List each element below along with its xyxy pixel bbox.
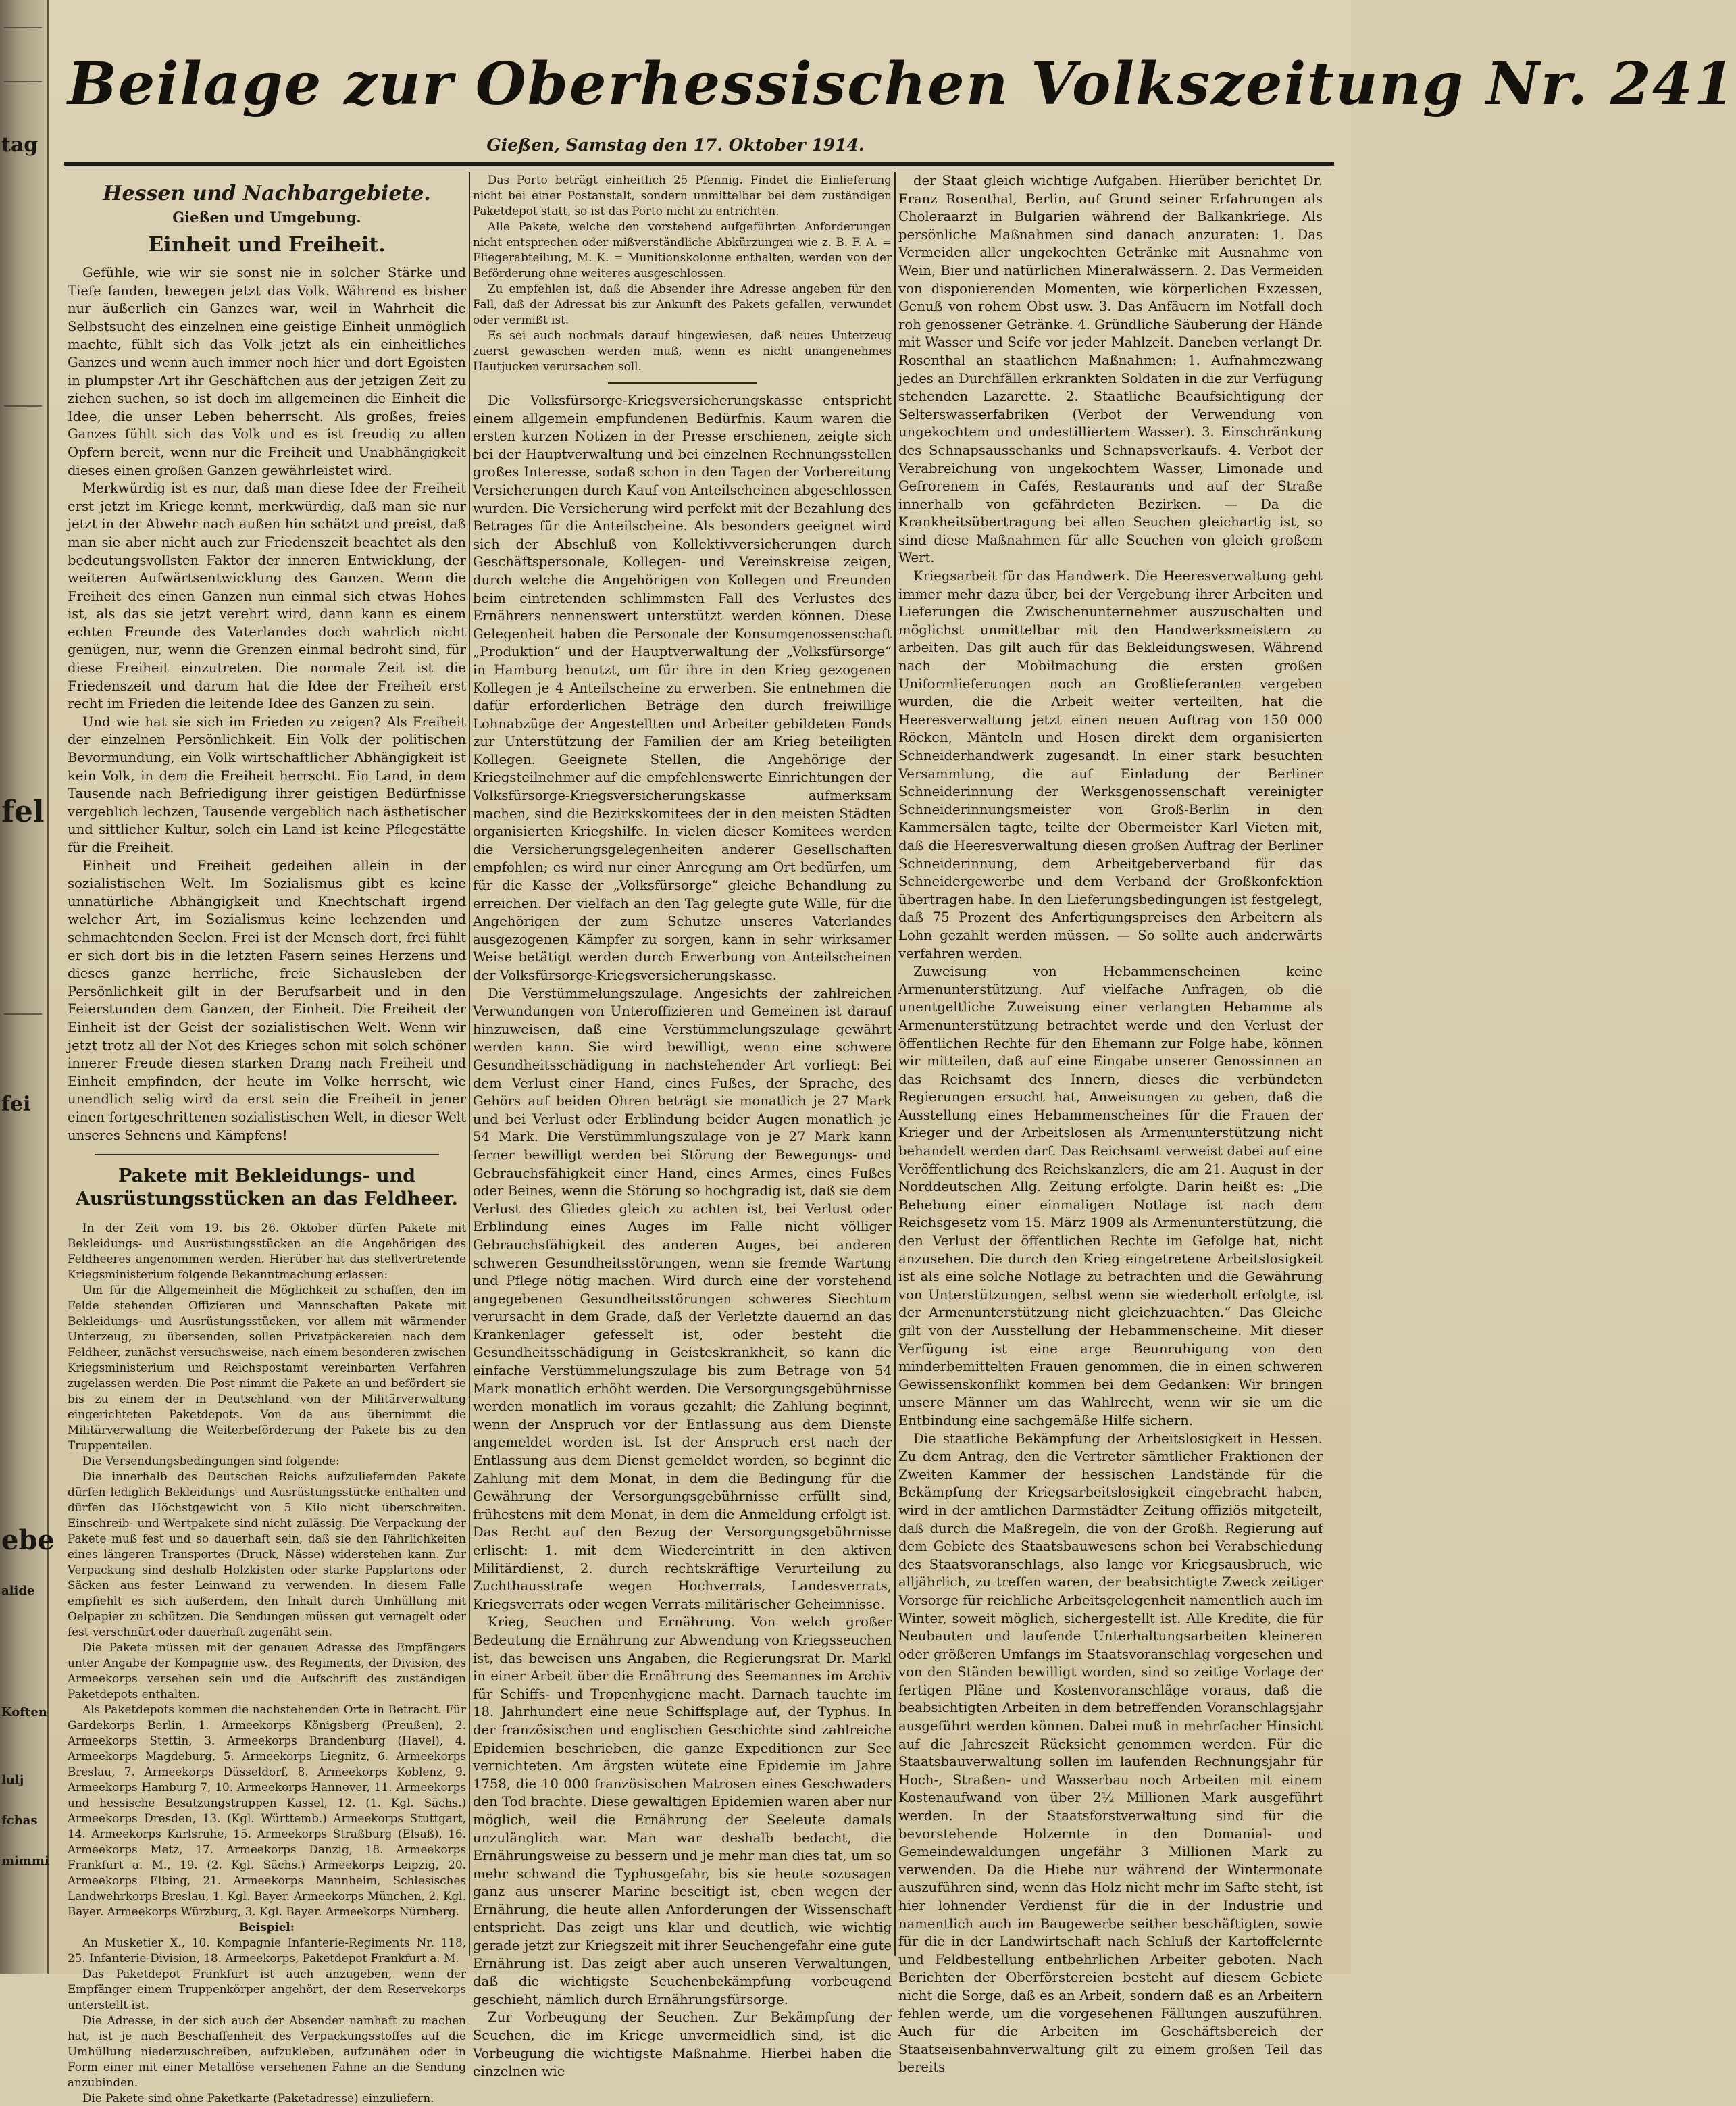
article-paragraph: Die innerhalb des Deutschen Reichs aufzuliefernden Pakete dürfen lediglich Bekleidungs- und Ausrüstungsstücke enthalten und dürfen das Höchstgewicht von 5 Kilo nicht überschreiten. Einschreib- und Wertpakete sind nicht zulässig. Die Verpackung der Pakete muß fest und so dauerhaft sein, daß sie den Fährlichkeiten eines längeren Transportes (Druck, Nässe) widerstehen kann. Zur Verpackung sind deshalb Holzkisten oder starke Papplartons oder Säcken aus fester Leinwand zu verwenden. In diesem Falle empfiehlt es sich außerdem, den Inhalt durch Umhüllung mit Oelpapier zu schützen. Die Sendungen müssen gut vernagelt oder fest verschnürt oder dauerhaft zugenäht sein.	[68, 1470, 466, 1639]
column-3	[898, 172, 1323, 2076]
article-paragraph: Kriegsarbeit für das Handwerk. Die Heeresverwaltung geht immer mehr dazu über, bei der Vergebung ihrer Arbeiten und Lieferungen die Zwischenunternehmer auszuschalten und möglichst unmittelbar mit den Handwerksmeistern zu arbeiten. Das gilt auch für das Bekleidungswesen. Während nach der Mobilmachung die ersten großen Uniformlieferungen noch an Großlieferanten vergeben wurden, die die Arbeit weiter verteilten, hat die Heeresverwaltung jetzt einen neuen Auftrag von 150 000 Röcken, Mänteln und Hosen direkt dem organisierten Schneiderhandwerk zugesandt. In einer stark besuchten Versammlung, die auf Einladung der Berliner Schneiderinnung der Werksgenossenschaft vereinigter Schneiderinnungsmeister von Groß-Berlin in den Kammersälen tagte, teilte der Obermeister Karl Vieten mit, daß die Heeresverwaltung diesen großen Auftrag der Berliner Schneiderinnung, dem Arbeitgeberverband für das Schneidergewerbe und dem Verband der Großkonfektion übertragen habe. In den Lieferungsbedingungen ist festgelegt, daß 75 Prozent des Anfertigungspreises den Arbeitern als Lohn gezahlt werden müssen. — So sollte auch anderwärts verfahren werden.	[898, 568, 1323, 961]
section-heading: Hessen und Nachbargebiete.	[103, 182, 431, 205]
dateline: Gießen, Samstag den 17. Oktober 1914.	[486, 135, 865, 155]
article-paragraph: Alle Pakete, welche den vorstehend aufgeführten Anforderungen nicht entsprechen oder mißverständliche Abkürzungen wie z. B. F. A. = Fliegerabteilung, M. K. = Munitionskolonne enthalten, werden von der Beförderung ohne weiteres ausgeschlossen.	[473, 220, 892, 280]
strip-rule	[4, 81, 42, 82]
strip-rule	[4, 1013, 42, 1015]
article-divider	[95, 1154, 439, 1155]
strip-rule	[4, 27, 42, 28]
article-paragraph: An Musketier X., 10. Kompagnie Infanterie-Regiments Nr. 118, 25. Infanterie-Division, 18. Armeekorps, Paketdepot Frankfurt a. M.	[68, 1936, 466, 1965]
article-paragraph: Das Porto beträgt einheitlich 25 Pfennig. Findet die Einlieferung nicht bei einer Postanstalt, sondern unmittelbar bei dem zuständigen Paketdepot statt, so ist das Porto nicht zu entrichten.	[473, 173, 892, 218]
article-paragraph: Als Paketdepots kommen die nachstehenden Orte in Betracht. Für Gardekorps Berlin, 1. Armeekorps Königsberg (Preußen), 2. Armeekorps Stettin, 3. Armeekorps Brandenburg (Havel), 4. Armeekorps Magdeburg, 5. Armeekorps Liegnitz, 6. Armeekorps Breslau, 7. Armeekorps Düsseldorf, 8. Armeekorps Koblenz, 9. Armeekorps Hamburg 7, 10. Armeekorps Hannover, 11. Armeekorps und hessische Besatzungstruppen Kassel, 12. (1. Kgl. Sächs.) Armeekorps Dresden, 13. (Kgl. Württemb.) Armeekorps Stuttgart, 14. Armeekorps Karlsruhe, 15. Armeekorps Straßburg (Elsaß), 16. Armeekorps Metz, 17. Armeekorps Danzig, 18. Armeekorps Frankfurt a. M., 19. (2. Kgl. Sächs.) Armeekorps Leipzig, 20. Armeekorps Elbing, 21. Armeekorps Mannheim, Schlesisches Landwehrkorps Breslau, 1. Kgl. Bayer. Armeekorps München, 2. Kgl. Bayer. Armeekorps Würzburg, 3. Kgl. Bayer. Armeekorps Nürnberg.	[68, 1703, 466, 1919]
column-rule	[469, 172, 470, 1956]
article-paragraph: Die Verstümmelungszulage. Angesichts der zahlreichen Verwundungen von Unteroffizieren und Gemeinen ist darauf hinzuweisen, daß eine Verstümmelungszulage gewährt werden kann. Sie wird bewilligt, wenn eine schwere Gesundheitsschädigung in nachstehender Art vorliegt: Bei dem Verlust einer Hand, eines Fußes, der Sprache, des Gehörs auf beiden Ohren beträgt sie monatlich je 27 Mark und bei Verlust oder Erblindung beider Augen monatlich je 54 Mark. Die Verstümmlungszulage von je 27 Mark kann ferner bewilligt werden bei Störung der Bewegungs- und Gebrauchsfähigkeit einer Hand, eines Armes, eines Fußes oder Beines, wenn die Störung so hochgradig ist, daß sie dem Verlust des Gliedes gleich zu achten ist, bei Verlust oder Erblindung eines Auges im Falle nicht völliger Gebrauchsfähigkeit des anderen Auges, bei anderen schweren Gesundheitsstörungen, wenn sie fremde Wartung und Pflege nötig machen. Wird durch eine der vorstehend angegebenen Gesundheitsstörungen schweres Siechtum verursacht in dem Grade, daß der Verletzte dauernd an das Krankenlager gefesselt ist, oder besteht die Gesundheitsschädigung in Geisteskrankheit, so kann die einfache Verstümmelungszulage bis zum Betrage von 54 Mark monatlich erhöht werden. Die Versorgungsgebührnisse werden monatlich im voraus gezahlt; die Zahlung beginnt, wenn der Anspruch vor der Entlassung aus dem Dienste angemeldet worden ist. Ist der Anspruch erst nach der Entlassung aus dem Dienst gemeldet worden, so beginnt die Zahlung mit dem Monat, in dem die Bedingung für die Gewährung der Versorgungsgebührnisse erfüllt sind, frühestens mit dem Monat, in dem die Anmeldung erfolgt ist. Das Recht auf den Bezug der Versorgungsgebührnisse erlischt: 1. mit dem Wiedereintritt in den aktiven Militärdienst, 2. durch rechtskräftige Verurteilung zu Zuchthausstrafe wegen Hochverrats, Landesverrats, Kriegsverrats oder wegen Verrats militärischer Geheimnisse.	[473, 985, 892, 1612]
article-paragraph: Die Pakete sind ohne Paketkarte (Paketadresse) einzuliefern.	[82, 2091, 434, 2105]
article-paragraph: Die Versendungsbedingungen sind folgende:	[82, 1454, 340, 1468]
column-2	[473, 172, 892, 2080]
article-paragraph: Zuweisung von Hebammenscheinen keine Armenunterstützung. Auf vielfache Anfragen, ob die unentgeltliche Zuweisung einer verlangten Hebamme als Armenunterstützung betrachtet werde und den Verlust der öffentlichen Rechte für den Ehemann zur Folge habe, können wir mitteilen, daß auf eine Eingabe unserer Genossinnen an das Reichsamt des Innern, dieses die verbündeten Regierungen ersucht hat, Anweisungen zu geben, daß die Ausstellung eines Hebammenscheines für die Frauen der Krieger und der Arbeitslosen als Armenunterstützung nicht behandelt werden darf. Das Reichsamt verweist dabei auf eine Veröffentlichung des Reichskanzlers, die am 21. August in der Norddeutschen Allg. Zeitung erfolgte. Darin heißt es: „Die Behebung einer einmaligen Notlage ist nach dem Reichsgesetz vom 15. März 1909 als Armenunterstützung, die den Verlust der öffentlichen Rechte im Gefolge hat, nicht anzusehen. Die durch den Krieg eingetretene Arbeitslosigkeit ist als eine solche Notlage zu betrachten und die Gewährung von Unterstützungen, selbst wenn sie wiederholt erfolgte, ist der Armenunterstützung nicht gleichzuachten.“ Das Gleiche gilt von der Ausstellung der Hebammenscheine. Mit dieser Verfügung ist eine arge Beunruhigung von den minderbemittelten Frauen genommen, die in einen schweren Gewissenskonflikt kommen bei dem Gedanken: Wir bringen unsere Männer um das Wahlrecht, wenn wir sie um die Entbindung eine sachgemäße Hilfe sichern.	[898, 963, 1323, 1428]
strip-fragment: ebe	[1, 1524, 55, 1556]
article-heading: Einheit und Freiheit.	[148, 233, 386, 257]
strip-fragment: tag	[1, 133, 39, 157]
article-paragraph: Das Paketdepot Frankfurt ist auch anzugeben, wenn der Empfänger einem Truppenkörper angehört, der dem Reservekorps unterstellt ist.	[68, 1967, 466, 2012]
article-paragraph: Merkwürdig ist es nur, daß man diese Idee der Freiheit erst jetzt im Kriege kennt, merkwürdig, daß man sie nur jetzt in der Abwehr nach außen hin schätzt und preist, daß man sie aber nicht auch zur Friedenszeit beachtet als den bedeutungsvollsten Faktor der inneren Entwicklung, der weiteren Aufwärtsentwicklung des Ganzen. Wenn die Freiheit des einen Ganzen nun einmal sich etwas Hohes ist, als das sie jetzt verehrt wird, dann kann es einem echten Freunde des Vaterlandes doch wahrlich nicht genügen, nur, wenn die Grenzen einmal bedroht sind, für diese Freiheit einzutreten. Die normale Zeit ist die Friedenszeit und darum hat die Idee der Freiheit erst recht im Frieden die leitende Idee des Ganzen zu sein.	[68, 480, 466, 712]
article-paragraph: Um für die Allgemeinheit die Möglichkeit zu schaffen, den im Felde stehenden Offizieren und Mannschaften Pakete mit Bekleidungs- und Ausrüstungsstücken, vor allem mit wärmender Unterzeug, zu übersenden, sollen Privatpäckereien nach dem Feldheer, zunächst versuchsweise, nach einem besonderen zwischen Kriegsministerium und Reichspostamt vereinbarten Verfahren zugelassen werden. Die Post nimmt die Pakete an und befördert sie bis zu einem der in Deutschland von der Militärverwaltung eingerichteten Paketdepots. Von da aus übernimmt die Militärverwaltung die Weiterbeförderung der Pakete bis zu den Truppenteilen.	[68, 1283, 466, 1453]
strip-fragment: alide	[1, 1584, 35, 1598]
article-paragraph: der Staat gleich wichtige Aufgaben. Hierüber berichtet Dr. Franz Rosenthal, Berlin, auf Grund seiner Erfahrungen als Choleraarzt in Bulgarien während der Balkankriege. Als persönliche Maßnahmen sind danach anzuraten: 1. Das Vermeiden aller ungekochten Getränke mit Ausnahme von Wein, Bier und natürlichen Mineralwässern. 2. Das Vermeiden von disponierenden Momenten, wie körperlichen Exzessen, Genuß von rohem Obst usw. 3. Das Anfäuern im Notfall doch roh genossener Getränke. 4. Gründliche Säuberung der Hände mit Wasser und Seife vor jeder Mahlzeit. Daneben verlangt Dr. Rosenthal an staatlichen Maßnahmen: 1. Aufnahmezwang jedes an Durchfällen erkrankten Soldaten in die zur Verfügung stehenden Lazarette. 2. Staatliche Beaufsichtigung der Selterswasserfabriken (Verbot der Verwendung von ungekochtem und undestilliertem Wasser). 3. Einschränkung des Schnapsausschanks und Schnapsverkaufs. 4. Verbot der Verabreichung von ungekochtem Wasser, Limonade und Gefrorenem in Cafés, Restaurants und auf der Straße innerhalb von gefährdeten Bezirken. — Da die Krankheitsübertragung bei allen Seuchen gleichartig ist, so sind diese Maßnahmen für alle Seuchen von gleich großem Wert.	[898, 173, 1323, 566]
article-paragraph: Krieg, Seuchen und Ernährung. Von welch großer Bedeutung die Ernährung zur Abwendung von Kriegsseuchen ist, das beweisen uns Angaben, die Regierungsrat Dr. Markl in einer Arbeit über die Ernährung des Seemannes im Archiv für Schiffs- und Tropenhygiene macht. Darnach tauchte im 18. Jahrhundert eine neue Schiffsplage auf, der Typhus. In der französischen und englischen Geschichte sind zahlreiche Epidemien beschrieben, die ganze Expeditionen zur See vernichteten. Am ärgsten wütete eine Epidemie im Jahre 1758, die 10 000 französischen Matrosen eines Geschwaders den Tod brachte. Diese gewaltigen Epidemien waren aber nur möglich, weil die Ernährung der Seeleute damals unzulänglich war. Man war deshalb bedacht, die Ernährungsweise zu bessern und je mehr man dies tat, um so mehr schwand die Typhusgefahr, bis sie heute sozusagen ganz aus unserer Marine beseitigt ist, eben wegen der Ernährung, die heute allen Anforderungen der Wissenschaft entspricht. Das zeigt uns klar und deutlich, wie wichtig gerade jetzt zur Kriegszeit mit ihrer Seuchengefahr eine gute Ernährung ist. Das zeigt aber auch unseren Verwaltungen, daß die wichtigste Seuchenbekämpfung vorbeugend geschieht, nämlich durch Ernährungsfürsorge.	[473, 1614, 892, 2007]
newspaper-title: Beilage zur Oberhessischen Volkszeitung Nr. 241	[68, 50, 1736, 118]
article-paragraph: Die Volksfürsorge-Kriegsversicherungskasse entspricht einem allgemein empfundenen Bedürfnis. Kaum waren die ersten kurzen Notizen in der Presse erschienen, zeigte sich bei der Hauptverwaltung und bei einzelnen Rechnungsstellen großes Interesse, sodaß schon in den Tagen der Vorbereitung Versicherungen durch Kauf von Anteilscheinen abgeschlossen wurden. Die Versicherung wird perfekt mit der Bezahlung des Betrages für die Anteilscheine. Als besonders geeignet wird sich der Abschluß von Kollektivversicherungen durch Geschäftspersonale, Kollegen- und Vereinskreise zeigen, durch welche die Angehörigen von Kollegen und Freunden beim eintretenden schlimmsten Fall des Verlustes des Ernährers nennenswert unterstützt werden können. Diese Gelegenheit haben die Personale der Konsumgenossenschaft „Produktion“ und der Hauptverwaltung der „Volksfürsorge“ in Hamburg benutzt, um für ihre in den Krieg gezogenen Kollegen je 4 Anteilscheine zu erwerben. Sie entnehmen die dafür erforderlichen Beträge den durch freiwillige Lohnabzüge der Angestellten und Arbeiter gebildeten Fonds zur Unterstützung der Familien der am Krieg beteiligten Kollegen. Geeignete Stellen, die Angehörige der Kriegsteilnehmer auf die empfehlenswerte Einrichtungen der Volksfürsorge-Kriegsversicherungskasse aufmerksam machen, sind die Bezirkskomitees der in den meisten Städten organisierten Kriegshilfe. In vielen dieser Komitees werden die Versicherungsgelegenheiten anderer Gesellschaften empfohlen; es wird nur einer Anregung am Ort bedürfen, um für die Kasse der „Volksfürsorge“ gleiche Behandlung zu erreichen. Der vielfach an den Tag gelegte gute Wille, für die Angehörigen der zum Schutze unseres Vaterlandes ausgezogenen Kämpfer zu sorgen, kann in sehr wirksamer Weise betätigt werden durch Erwerbung von Anteilscheinen der Volksfürsorge-Kriegsversicherungskasse.	[473, 393, 892, 983]
article-paragraph: Die staatliche Bekämpfung der Arbeitslosigkeit in Hessen. Zu dem Antrag, den die Vertreter sämtlicher Fraktionen der Zweiten Kammer der hessischen Landstände für die Bekämpfung der Kriegsarbeitslosigkeit eingebracht haben, wird in der amtlichen Darmstädter Zeitung offiziös mitgeteilt, daß durch die Maßregeln, die von der Großh. Regierung auf dem Gebiete des Staatsbauwesens schon bei Verabschiedung des Staatsvoranschlags, also lange vor Kriegsausbruch, wie alljährlich, zu treffen waren, der beabsichtigte Zweck zeitiger Vorsorge für reichliche Arbeitsgelegenheit namentlich auch im Winter, soweit möglich, sichergestellt ist. Alle Kredite, die für Neubauten und laufende Unterhaltungsarbeiten kleineren oder größeren Umfangs im Staatsvoranschlag vorgesehen und von den Ständen bewilligt worden, sind so zeitige Vorlage der fertigen Pläne und Kostenvoranschläge voraus, daß die beabsichtigten Arbeiten in dem betreffenden Voranschlagsjahr ausgeführt werden können. Dabei muß in mehrfacher Hinsicht auf die Jahreszeit Rücksicht genommen werden. Für die Staatsbauverwaltung sollen im laufenden Rechnungsjahr für Hoch-, Straßen- und Wasserbau noch Arbeiten mit einem Kostenaufwand von über 2½ Millionen Mark ausgeführt werden. In der Staatsforstverwaltung sind für die bevorstehende Holzernte in den Domanial- und Gemeindewaldungen ungefähr 3 Millionen Mark zu verwenden. Da die Hiebe nur während der Wintermonate auszuführen sind, wenn das Holz nicht mehr im Safte steht, ist hier lohnender Verdienst für die in der Industrie und namentlich auch im Baugewerbe seither beschäftigten, sowie für die in der Landwirtschaft nach Schluß der Kartoffelernte und Feldbestellung entbehrlichen Arbeiter geboten. Nach Berichten der Oberförstereien besteht auf diesem Gebiete nicht die Sorge, daß es an Arbeit, sondern daß es an Arbeitern fehlen werde, um die vorgesehenen Fällungen auszuführen. Auch für die Arbeiten im Geschäftsbereich der Staatseisenbahnverwaltung gilt zu einem großen Teil das bereits	[898, 1430, 1323, 2076]
strip-fragment: mimmi	[1, 1854, 49, 1868]
strip-rule	[4, 405, 42, 407]
article-paragraph: Zur Vorbeugung der Seuchen. Zur Bekämpfung der Seuchen, die im Kriege unvermeidlich sind, ist die Vorbeugung die wichtigste Maßnahme. Hierbei haben die einzelnen wie	[473, 2009, 892, 2080]
article-paragraph: Es sei auch nochmals darauf hingewiesen, daß neues Unterzeug zuerst gewaschen werden muß, wenn es nicht unangenehmes Hautjucken verursachen soll.	[473, 328, 892, 373]
article-paragraph: Einheit und Freiheit gedeihen allein in der sozialistischen Welt. Im Sozialismus gibt es keine unnatürliche Abhängigkeit und Knechtschaft irgend welcher Art, im Sozialismus keine lechzenden und schmachtenden Seelen. Frei ist der Mensch dort, frei fühlt er sich dort bis in die letzten Fasern seines Herzens und dieses ganze herrliche, freie Sichausleben der Persönlichkeit gilt in der Berufsarbeit und in den Feierstunden dem Ganzen, der Einheit. Die Freiheit der Einheit ist der Geist der sozialistischen Welt. Wenn wir jetzt trotz all der Not des Krieges schon mit solch schöner innerer Freude diesen starken Drang nach Freiheit und Einheit empfinden, der heute im Volke herrscht, wie unendlich selig wird da erst sein die Freiheit in jener einen fortgeschrittenen sozialistischen Welt, in dieser Welt unseres Sehnens und Kämpfens!	[68, 857, 466, 1143]
masthead-rule	[64, 162, 1334, 166]
strip-fragment: fchas	[1, 1813, 38, 1828]
strip-fragment: fei	[1, 1093, 31, 1116]
article-paragraph: Zu empfehlen ist, daß die Absender ihre Adresse angeben für den Fall, daß der Adressat bis zur Ankunft des Pakets gefallen, verwundet oder vermißt ist.	[473, 282, 892, 326]
example-label: Beispiel:	[238, 1920, 295, 1934]
article-paragraph: Gefühle, wie wir sie sonst nie in solcher Stärke und Tiefe fanden, bewegen jetzt das Volk. Während es bisher nur äußerlich ein Ganzes war, weil in Wahrheit die Selbstsucht des einzelnen eine geistige Einheit unmöglich machte, fühlt sich das Volk jetzt als ein einheitliches Ganzes und wenn auch immer noch hier und dort Egoisten in plumpster Art ihr Geschäftchen aus der jetzigen Zeit zu ziehen suchen, so ist doch im allgemeinen die Einheit die Idee, die unser Leben beherrscht. Als großes, freies Ganzes fühlt sich das Volk und es ist freudig zu allen Opfern bereit, wenn nur die Freiheit und Unabhängigkeit dieses einen großen Ganzen gewährleistet wird.	[68, 265, 466, 478]
strip-fragment: lulj	[1, 1773, 24, 1787]
column-rule	[894, 172, 896, 1956]
strip-fragment: Koften	[1, 1705, 47, 1720]
article-paragraph: In der Zeit vom 19. bis 26. Oktober dürfen Pakete mit Bekleidungs- und Ausrüstungsstücken an die Angehörigen des Feldheeres angenommen werden. Hierüber hat das stellvertretende Kriegsministerium folgende Bekanntmachung erlassen:	[68, 1221, 466, 1282]
strip-fragment: fel	[1, 795, 45, 829]
subsection-heading: Gießen und Umgebung.	[172, 209, 361, 226]
adjacent-page-strip	[0, 0, 55, 1974]
article-divider	[608, 382, 757, 384]
column-1	[68, 172, 466, 2105]
masthead	[68, 41, 1736, 142]
article-paragraph: Die Adresse, in der sich auch der Absender namhaft zu machen hat, ist je nach Beschaffenheit des Verpackungsstoffes auf die Umhüllung niederzuschreiben, aufzukleben, aufzunähen oder in Form einer mit einer Metallöse versehenen Fahne an die Sendung anzubinden.	[68, 2013, 466, 2090]
article-paragraph: Und wie hat sie sich im Frieden zu zeigen? Als Freiheit der einzelnen Persönlichkeit. Ein Volk der politischen Bevormundung, ein Volk wirtschaftlicher Abhängigkeit ist kein Volk, in dem die Freiheit herrscht. Ein Land, in dem Tausende nach Befriedigung ihrer geistigen Bedürfnisse vergeblich lechzen, Tausende vergeblich nach ästhetischer und sittlicher Kultur, solch ein Land ist keine Pflegestätte für die Freiheit.	[68, 713, 466, 855]
article-heading: Pakete mit Bekleidungs- und Ausrüstungsstücken an das Feldheer.	[76, 1165, 458, 1210]
article-paragraph: Die Pakete müssen mit der genauen Adresse des Empfängers unter Angabe der Kompagnie usw., des Regiments, der Division, des Armeekorps versehen sein und die Aufschrift des zuständigen Paketdepots enthalten.	[68, 1640, 466, 1701]
